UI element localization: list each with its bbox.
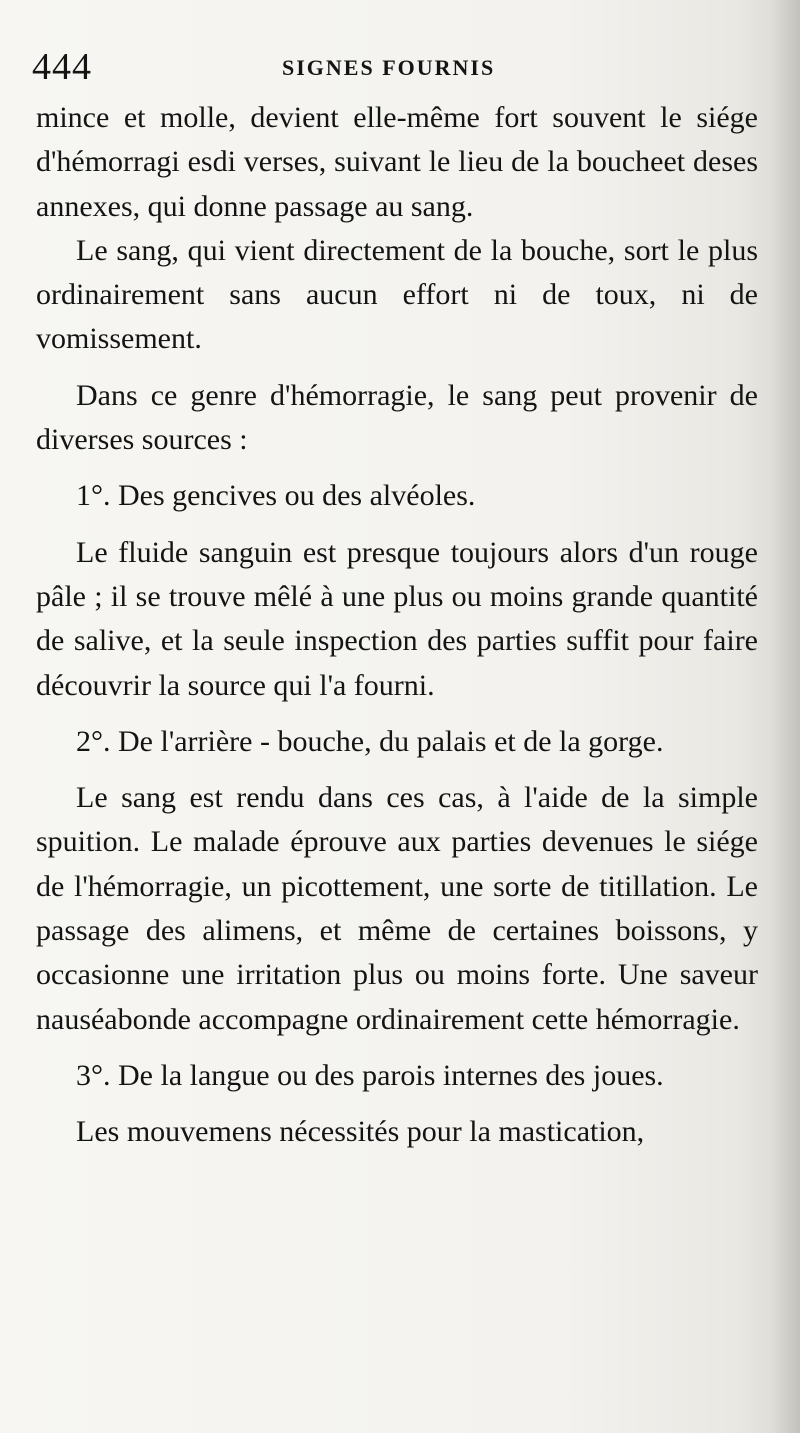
- paragraph: Dans ce genre d'hémorragie, le sang peut provenir de diverses sources :: [36, 378, 758, 457]
- paragraph: Le sang, qui vient directement de la bouche, sort le plus ordinairement sans aucun effort ni de toux, ni de vomissement.: [36, 233, 758, 356]
- list-item-heading: 1°. Des gencives ou des alvéoles.: [76, 479, 476, 513]
- running-title: SIGNES FOURNIS: [282, 55, 496, 80]
- list-item-heading: 2°. De l'arrière - bouche, du palais et de la gorge.: [76, 724, 664, 758]
- page-body: [36, 96, 758, 1155]
- page-header: [32, 42, 752, 92]
- paragraph: Le sang est rendu dans ces cas, à l'aide de la simple spuition. Le malade éprouve aux parties devenues le siége de l'hémorragie, un picottement, une sorte de titillation. Le passage des alimens, et même de certaines boissons, y occasionne une irritation plus ou moins forte. Une saveur nauséabonde accompagne ordinairement cette hémorragie.: [36, 781, 758, 1036]
- paragraph: Le fluide sanguin est presque toujours alors d'un rouge pâle ; il se trouve mêlé à une plus ou moins grande quantité de salive, et la seule inspection des parties suffit pour faire découvrir la source qui l'a fourni.: [36, 535, 758, 702]
- list-item-heading: 3°. De la langue ou des parois internes des joues.: [76, 1058, 664, 1092]
- page-number: 444: [32, 46, 92, 88]
- paragraph-continuation: mince et molle, devient elle-même fort souvent le siége d'hémorragi esdi verses, suivant le lieu de la boucheet deses annexes, qui donne passage au sang.: [36, 101, 758, 223]
- page-edge-shadow: [770, 0, 800, 1433]
- paragraph: Les mouvemens nécessités pour la mastication,: [76, 1115, 645, 1149]
